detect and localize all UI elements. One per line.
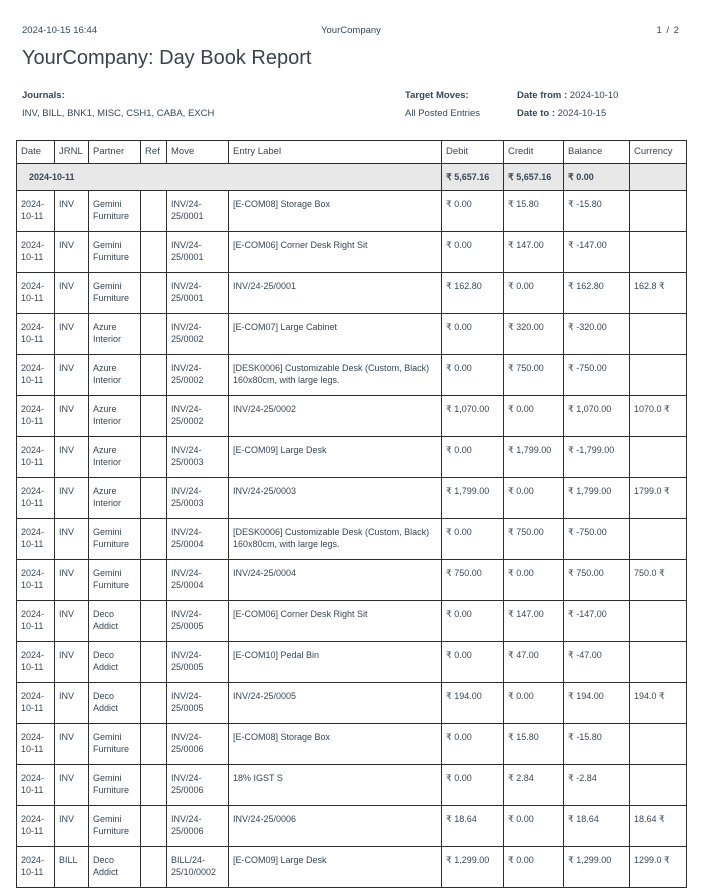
cell-balance: ₹ 194.00: [564, 683, 630, 724]
cell-date: 2024-​10-​11: [17, 724, 55, 765]
table-header: [17, 141, 687, 164]
cell-journal: INV: [55, 642, 89, 683]
group-date-cell: 2024-10-11: [17, 164, 442, 191]
journal-entry-row: [17, 478, 687, 519]
cell-partner: Azure Interior: [89, 396, 141, 437]
cell-currency: [630, 232, 687, 273]
cell-ref: [141, 355, 167, 396]
cell-move: INV/24-​25/0001: [167, 191, 229, 232]
cell-entry-label: INV/24-25/0003: [229, 478, 442, 519]
cell-journal: INV: [55, 806, 89, 847]
cell-partner: Deco Addict: [89, 642, 141, 683]
cell-debit: ₹ 0.00: [442, 642, 504, 683]
cell-credit: ₹ 47.00: [504, 642, 564, 683]
cell-ref: [141, 765, 167, 806]
journal-entry-row: [17, 724, 687, 765]
cell-credit: ₹ 15.80: [504, 724, 564, 765]
cell-ref: [141, 847, 167, 888]
journal-table-body: [17, 164, 687, 888]
cell-move: INV/24-​25/0006: [167, 806, 229, 847]
cell-journal: INV: [55, 355, 89, 396]
date-from-label: Date from :: [517, 90, 568, 101]
cell-date: 2024-​10-​11: [17, 560, 55, 601]
cell-entry-label: [E-COM08] Storage Box: [229, 191, 442, 232]
journal-entry-row: [17, 355, 687, 396]
cell-debit: ₹ 1,799.00: [442, 478, 504, 519]
cell-journal: INV: [55, 519, 89, 560]
cell-entry-label: 18% IGST S: [229, 765, 442, 806]
cell-move: INV/24-​25/0001: [167, 232, 229, 273]
column-header-currency: Currency: [630, 141, 687, 164]
cell-journal: INV: [55, 191, 89, 232]
cell-journal: INV: [55, 601, 89, 642]
cell-move: BILL/24-​25/10/0002: [167, 847, 229, 888]
cell-partner: Azure Interior: [89, 478, 141, 519]
column-header-balance: Balance: [564, 141, 630, 164]
cell-currency: [630, 191, 687, 232]
filter-journals: [22, 87, 405, 123]
cell-balance: ₹ -15.80: [564, 191, 630, 232]
target-moves-label: Target Moves:: [405, 90, 469, 101]
cell-debit: ₹ 0.00: [442, 437, 504, 478]
journal-entry-row: [17, 560, 687, 601]
cell-move: INV/24-​25/0002: [167, 355, 229, 396]
group-currency-cell: [630, 164, 687, 191]
cell-journal: INV: [55, 683, 89, 724]
cell-balance: ₹ 1,070.00: [564, 396, 630, 437]
cell-journal: INV: [55, 478, 89, 519]
cell-ref: [141, 724, 167, 765]
table-header-row: [17, 141, 687, 164]
cell-debit: ₹ 0.00: [442, 314, 504, 355]
cell-move: INV/24-​25/0001: [167, 273, 229, 314]
group-credit-cell: ₹ 5,657.16: [504, 164, 564, 191]
cell-date: 2024-​10-​11: [17, 806, 55, 847]
date-from-line: [517, 87, 680, 105]
target-moves-value: All Posted Entries: [405, 108, 480, 119]
cell-move: INV/24-​25/0006: [167, 724, 229, 765]
journal-entry-row: [17, 806, 687, 847]
company-name: YourCompany: [321, 25, 381, 36]
column-header-ref: Ref: [141, 141, 167, 164]
cell-entry-label: INV/24-25/0001: [229, 273, 442, 314]
cell-balance: ₹ -147.00: [564, 232, 630, 273]
cell-move: INV/24-​25/0002: [167, 396, 229, 437]
column-header-move: Move: [167, 141, 229, 164]
cell-partner: Gemini Furniture: [89, 191, 141, 232]
cell-balance: ₹ 750.00: [564, 560, 630, 601]
cell-date: 2024-​10-​11: [17, 601, 55, 642]
cell-ref: [141, 519, 167, 560]
cell-balance: ₹ -147.00: [564, 601, 630, 642]
cell-debit: ₹ 194.00: [442, 683, 504, 724]
cell-entry-label: [DESK0006] Customizable Desk (Custom, Black) 160x80cm, with large legs.: [229, 355, 442, 396]
cell-ref: [141, 560, 167, 601]
cell-partner: Gemini Furniture: [89, 724, 141, 765]
cell-balance: ₹ -320.00: [564, 314, 630, 355]
journals-label: Journals:: [22, 90, 65, 101]
column-header-date: Date: [17, 141, 55, 164]
column-header-partner: Partner: [89, 141, 141, 164]
column-header-credit: Credit: [504, 141, 564, 164]
cell-credit: ₹ 750.00: [504, 519, 564, 560]
column-header-jrnl: JRNL: [55, 141, 89, 164]
cell-date: 2024-​10-​11: [17, 191, 55, 232]
cell-journal: INV: [55, 765, 89, 806]
group-balance-cell: ₹ 0.00: [564, 164, 630, 191]
cell-credit: ₹ 0.00: [504, 396, 564, 437]
cell-ref: [141, 191, 167, 232]
cell-entry-label: [E-COM10] Pedal Bin: [229, 642, 442, 683]
cell-move: INV/24-​25/0002: [167, 314, 229, 355]
cell-currency: [630, 437, 687, 478]
date-to-value: 2024-10-15: [557, 108, 607, 119]
cell-ref: [141, 232, 167, 273]
cell-credit: ₹ 1,799.00: [504, 437, 564, 478]
cell-currency: [630, 314, 687, 355]
cell-entry-label: [E-COM06] Corner Desk Right Sit: [229, 232, 442, 273]
cell-currency: [630, 642, 687, 683]
cell-entry-label: [DESK0006] Customizable Desk (Custom, Black) 160x80cm, with large legs.: [229, 519, 442, 560]
cell-balance: ₹ -15.80: [564, 724, 630, 765]
page-indicator: 1 / 2: [656, 25, 680, 36]
cell-move: INV/24-​25/0003: [167, 478, 229, 519]
journal-entry-row: [17, 273, 687, 314]
cell-credit: ₹ 320.00: [504, 314, 564, 355]
group-debit-cell: ₹ 5,657.16: [442, 164, 504, 191]
cell-entry-label: [E-COM09] Large Desk: [229, 847, 442, 888]
filter-dates: [517, 87, 680, 123]
cell-journal: BILL: [55, 847, 89, 888]
cell-partner: Deco Addict: [89, 683, 141, 724]
cell-debit: ₹ 0.00: [442, 601, 504, 642]
cell-partner: Azure Interior: [89, 314, 141, 355]
cell-currency: 1299.0 ₹: [630, 847, 687, 888]
cell-date: 2024-​10-​11: [17, 273, 55, 314]
cell-entry-label: INV/24-25/0006: [229, 806, 442, 847]
cell-entry-label: INV/24-25/0002: [229, 396, 442, 437]
journal-entry-row: [17, 765, 687, 806]
cell-debit: ₹ 0.00: [442, 765, 504, 806]
cell-partner: Azure Interior: [89, 437, 141, 478]
cell-date: 2024-​10-​11: [17, 683, 55, 724]
journal-entry-row: [17, 191, 687, 232]
cell-debit: ₹ 1,070.00: [442, 396, 504, 437]
cell-entry-label: [E-COM09] Large Desk: [229, 437, 442, 478]
cell-debit: ₹ 18.64: [442, 806, 504, 847]
cell-currency: 1799.0 ₹: [630, 478, 687, 519]
cell-journal: INV: [55, 232, 89, 273]
cell-entry-label: INV/24-25/0004: [229, 560, 442, 601]
cell-currency: [630, 355, 687, 396]
journal-entry-row: [17, 232, 687, 273]
cell-move: INV/24-​25/0004: [167, 519, 229, 560]
cell-currency: 750.0 ₹: [630, 560, 687, 601]
journal-entry-row: [17, 642, 687, 683]
cell-date: 2024-​10-​11: [17, 396, 55, 437]
cell-balance: ₹ 18.64: [564, 806, 630, 847]
cell-balance: ₹ -47.00: [564, 642, 630, 683]
journal-entry-row: [17, 314, 687, 355]
journal-entry-row: [17, 437, 687, 478]
cell-partner: Gemini Furniture: [89, 519, 141, 560]
cell-balance: ₹ 1,299.00: [564, 847, 630, 888]
cell-move: INV/24-​25/0005: [167, 683, 229, 724]
cell-currency: [630, 601, 687, 642]
cell-debit: ₹ 1,299.00: [442, 847, 504, 888]
cell-date: 2024-​10-​11: [17, 478, 55, 519]
cell-date: 2024-​10-​11: [17, 314, 55, 355]
cell-debit: ₹ 0.00: [442, 232, 504, 273]
cell-currency: 162.8 ₹: [630, 273, 687, 314]
cell-debit: ₹ 0.00: [442, 724, 504, 765]
print-datetime: 2024-10-15 16:44: [22, 25, 98, 36]
cell-ref: [141, 478, 167, 519]
date-group-row: [17, 164, 687, 191]
journal-entry-row: [17, 683, 687, 724]
journal-entry-row: [17, 847, 687, 888]
cell-credit: ₹ 2.84: [504, 765, 564, 806]
report-title: YourCompany: Day Book Report: [22, 47, 312, 69]
cell-credit: ₹ 0.00: [504, 847, 564, 888]
cell-partner: Gemini Furniture: [89, 232, 141, 273]
cell-entry-label: [E-COM08] Storage Box: [229, 724, 442, 765]
cell-balance: ₹ 162.80: [564, 273, 630, 314]
page-meta-row: [22, 25, 680, 36]
cell-entry-label: INV/24-25/0005: [229, 683, 442, 724]
filters-section: [22, 87, 680, 123]
journal-entry-row: [17, 396, 687, 437]
cell-date: 2024-​10-​11: [17, 355, 55, 396]
date-to-line: [517, 105, 680, 123]
cell-partner: Deco Addict: [89, 601, 141, 642]
cell-debit: ₹ 0.00: [442, 519, 504, 560]
cell-ref: [141, 601, 167, 642]
cell-move: INV/24-​25/0003: [167, 437, 229, 478]
cell-date: 2024-​10-​11: [17, 519, 55, 560]
journals-value: INV, BILL, BNK1, MISC, CSH1, CABA, EXCH: [22, 108, 215, 119]
cell-balance: ₹ 1,799.00: [564, 478, 630, 519]
cell-partner: Gemini Furniture: [89, 273, 141, 314]
cell-credit: ₹ 0.00: [504, 806, 564, 847]
cell-ref: [141, 437, 167, 478]
filter-target-moves: [405, 87, 517, 123]
cell-ref: [141, 314, 167, 355]
cell-move: INV/24-​25/0005: [167, 642, 229, 683]
cell-journal: INV: [55, 437, 89, 478]
cell-currency: 18.64 ₹: [630, 806, 687, 847]
cell-credit: ₹ 0.00: [504, 273, 564, 314]
column-header-debit: Debit: [442, 141, 504, 164]
cell-credit: ₹ 147.00: [504, 601, 564, 642]
cell-partner: Deco Addict: [89, 847, 141, 888]
cell-entry-label: [E-COM06] Corner Desk Right Sit: [229, 601, 442, 642]
cell-debit: ₹ 0.00: [442, 355, 504, 396]
cell-currency: 1070.0 ₹: [630, 396, 687, 437]
cell-credit: ₹ 0.00: [504, 478, 564, 519]
cell-partner: Azure Interior: [89, 355, 141, 396]
cell-move: INV/24-​25/0005: [167, 601, 229, 642]
cell-date: 2024-​10-​11: [17, 232, 55, 273]
cell-journal: INV: [55, 396, 89, 437]
cell-balance: ₹ -2.84: [564, 765, 630, 806]
daybook-table: [16, 140, 687, 888]
journal-entry-row: [17, 519, 687, 560]
cell-date: 2024-​10-​11: [17, 642, 55, 683]
cell-balance: ₹ -750.00: [564, 519, 630, 560]
cell-debit: ₹ 162.80: [442, 273, 504, 314]
date-from-value: 2024-10-10: [569, 90, 619, 101]
cell-journal: INV: [55, 314, 89, 355]
cell-date: 2024-​10-​11: [17, 437, 55, 478]
cell-move: INV/24-​25/0004: [167, 560, 229, 601]
cell-partner: Gemini Furniture: [89, 806, 141, 847]
cell-currency: [630, 765, 687, 806]
cell-currency: [630, 519, 687, 560]
journal-entry-row: [17, 601, 687, 642]
cell-ref: [141, 683, 167, 724]
cell-ref: [141, 273, 167, 314]
cell-partner: Gemini Furniture: [89, 765, 141, 806]
cell-balance: ₹ -1,799.00: [564, 437, 630, 478]
cell-credit: ₹ 15.80: [504, 191, 564, 232]
cell-ref: [141, 806, 167, 847]
cell-journal: INV: [55, 273, 89, 314]
cell-credit: ₹ 750.00: [504, 355, 564, 396]
cell-date: 2024-​10-​11: [17, 765, 55, 806]
cell-credit: ₹ 0.00: [504, 683, 564, 724]
cell-credit: ₹ 147.00: [504, 232, 564, 273]
cell-entry-label: [E-COM07] Large Cabinet: [229, 314, 442, 355]
cell-date: 2024-​10-​11: [17, 847, 55, 888]
cell-partner: Gemini Furniture: [89, 560, 141, 601]
cell-currency: 194.0 ₹: [630, 683, 687, 724]
cell-move: INV/24-​25/0006: [167, 765, 229, 806]
cell-journal: INV: [55, 724, 89, 765]
column-header-entry-label: Entry Label: [229, 141, 442, 164]
cell-debit: ₹ 750.00: [442, 560, 504, 601]
cell-ref: [141, 396, 167, 437]
date-to-label: Date to :: [517, 108, 555, 119]
cell-ref: [141, 642, 167, 683]
cell-debit: ₹ 0.00: [442, 191, 504, 232]
cell-balance: ₹ -750.00: [564, 355, 630, 396]
cell-currency: [630, 724, 687, 765]
cell-credit: ₹ 0.00: [504, 560, 564, 601]
cell-journal: INV: [55, 560, 89, 601]
